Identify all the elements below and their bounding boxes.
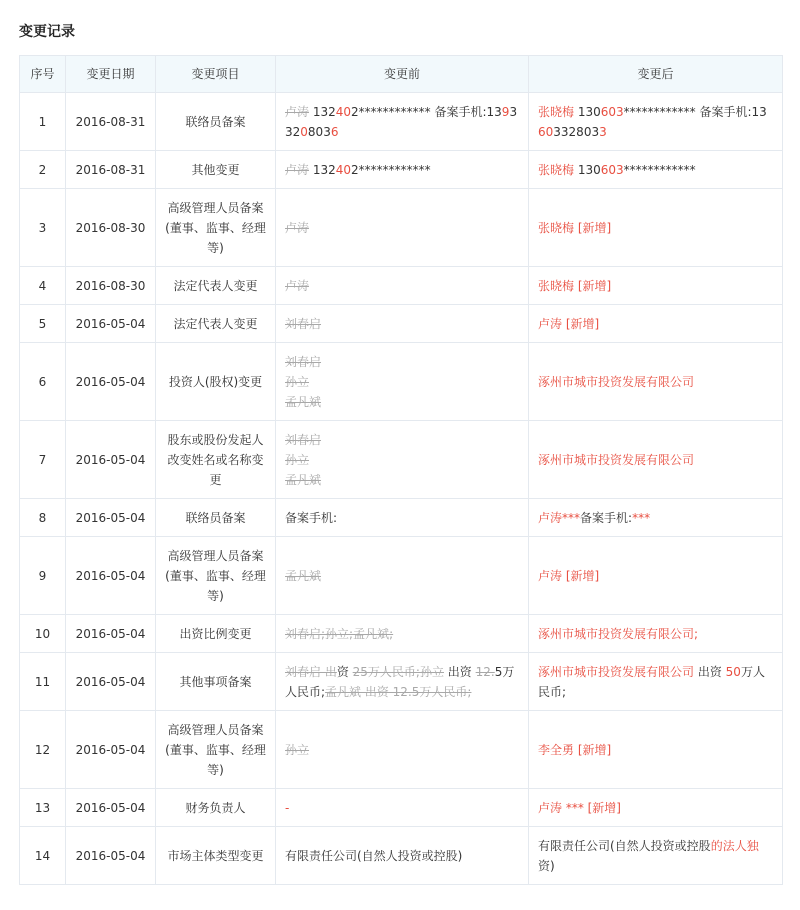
row-date: 2016-05-04 bbox=[66, 499, 156, 537]
row-before bbox=[276, 499, 529, 537]
before-segment: 卢涛 bbox=[285, 278, 310, 293]
row-item: 法定代表人变更 bbox=[156, 305, 276, 343]
row-item: 其他变更 bbox=[156, 151, 276, 189]
row-index: 10 bbox=[20, 615, 66, 653]
after-segment: 3 bbox=[599, 124, 607, 139]
after-segment: ) bbox=[550, 858, 555, 873]
row-after bbox=[529, 653, 783, 711]
before-segment: 132 bbox=[309, 104, 336, 119]
row-before bbox=[276, 711, 529, 789]
row-item: 财务负责人 bbox=[156, 789, 276, 827]
row-date: 2016-08-30 bbox=[66, 189, 156, 267]
after-segment: 603 bbox=[600, 162, 624, 177]
after-segment: 资 bbox=[538, 858, 551, 873]
row-date: 2016-05-04 bbox=[66, 615, 156, 653]
before-segment: 资 bbox=[336, 664, 353, 679]
before-segment: 有限责任公司(自然人投资或控股) bbox=[285, 848, 463, 863]
after-segment: 张晓梅 bbox=[538, 104, 575, 119]
table-row bbox=[20, 499, 783, 537]
before-segment: 孟凡斌 出资 12.5万人民币; bbox=[325, 684, 472, 699]
before-segment: 卢涛 bbox=[285, 162, 310, 177]
row-after bbox=[529, 499, 783, 537]
row-after bbox=[529, 615, 783, 653]
row-item: 出资比例变更 bbox=[156, 615, 276, 653]
row-before bbox=[276, 537, 529, 615]
row-index: 7 bbox=[20, 421, 66, 499]
after-segment: 332803 bbox=[553, 124, 600, 139]
table-row bbox=[20, 789, 783, 827]
before-segment: 孟凡斌 bbox=[285, 568, 322, 583]
row-item: 其他事项备案 bbox=[156, 653, 276, 711]
row-index: 6 bbox=[20, 343, 66, 421]
change-records-table bbox=[19, 55, 783, 885]
before-segment: 刘春启;孙立;孟凡斌; bbox=[285, 626, 394, 641]
before-segment: 132 bbox=[309, 162, 336, 177]
row-date: 2016-05-04 bbox=[66, 653, 156, 711]
row-index: 13 bbox=[20, 789, 66, 827]
before-segment: 332 bbox=[285, 104, 518, 139]
row-before bbox=[276, 189, 529, 267]
row-before bbox=[276, 343, 529, 421]
table-row bbox=[20, 711, 783, 789]
row-item: 法定代表人变更 bbox=[156, 267, 276, 305]
col-header-date: 变更日期 bbox=[66, 56, 156, 93]
row-date: 2016-05-04 bbox=[66, 537, 156, 615]
before-segment: 2 bbox=[351, 162, 359, 177]
row-after bbox=[529, 421, 783, 499]
after-segment: 张晓梅 bbox=[538, 162, 575, 177]
before-segment: 孙立 bbox=[285, 742, 310, 757]
row-date: 2016-05-04 bbox=[66, 421, 156, 499]
table-row bbox=[20, 421, 783, 499]
after-segment: ************ bbox=[623, 162, 696, 177]
before-segment: 卢涛 bbox=[285, 220, 310, 235]
row-before bbox=[276, 267, 529, 305]
row-index: 1 bbox=[20, 93, 66, 151]
before-segment: 0 bbox=[300, 124, 308, 139]
table-row bbox=[20, 343, 783, 421]
row-date: 2016-05-04 bbox=[66, 305, 156, 343]
row-index: 5 bbox=[20, 305, 66, 343]
before-segment: 12. bbox=[475, 664, 495, 679]
after-segment: 130 bbox=[574, 162, 601, 177]
row-after bbox=[529, 189, 783, 267]
after-segment: 备案手机: bbox=[580, 510, 633, 525]
row-index: 11 bbox=[20, 653, 66, 711]
before-segment: 孙立 bbox=[285, 452, 310, 467]
row-index: 3 bbox=[20, 189, 66, 267]
table-row bbox=[20, 537, 783, 615]
before-segment: 2 bbox=[351, 104, 359, 119]
row-index: 4 bbox=[20, 267, 66, 305]
before-segment: ************ bbox=[358, 162, 431, 177]
table-row bbox=[20, 653, 783, 711]
row-after bbox=[529, 305, 783, 343]
row-before bbox=[276, 615, 529, 653]
row-item: 联络员备案 bbox=[156, 499, 276, 537]
after-segment: 卢涛 [新增] bbox=[538, 316, 600, 331]
col-header-item: 变更项目 bbox=[156, 56, 276, 93]
after-segment: 张晓梅 [新增] bbox=[538, 278, 612, 293]
after-segment: 有限责任公司(自然人投资或控股 bbox=[538, 838, 711, 853]
row-before bbox=[276, 305, 529, 343]
row-date: 2016-05-04 bbox=[66, 789, 156, 827]
table-row bbox=[20, 189, 783, 267]
row-after bbox=[529, 93, 783, 151]
col-header-index: 序号 bbox=[20, 56, 66, 93]
row-index: 9 bbox=[20, 537, 66, 615]
col-header-after: 变更后 bbox=[529, 56, 783, 93]
after-segment: 卢涛 [新增] bbox=[538, 568, 600, 583]
row-item: 市场主体类型变更 bbox=[156, 827, 276, 885]
row-index: 14 bbox=[20, 827, 66, 885]
after-segment: 万人民币; bbox=[538, 664, 765, 699]
before-segment: 孟凡斌 bbox=[285, 394, 322, 409]
after-segment: *** bbox=[632, 510, 651, 525]
row-before bbox=[276, 789, 529, 827]
row-date: 2016-08-31 bbox=[66, 151, 156, 189]
before-segment: 刘春启 出 bbox=[285, 664, 337, 679]
row-index: 12 bbox=[20, 711, 66, 789]
before-segment: 刘春启 bbox=[285, 354, 322, 369]
row-index: 8 bbox=[20, 499, 66, 537]
row-item: 股东或股份发起人改变姓名或名称变更 bbox=[156, 421, 276, 499]
row-date: 2016-05-04 bbox=[66, 343, 156, 421]
col-header-before: 变更前 bbox=[276, 56, 529, 93]
before-segment: 9 bbox=[501, 104, 510, 119]
after-segment: 涿州市城市投资发展有限公司 bbox=[538, 452, 695, 467]
row-item: 高级管理人员备案(董事、监事、经理等) bbox=[156, 711, 276, 789]
before-segment: 40 bbox=[335, 162, 352, 177]
before-segment: 孙立 bbox=[285, 374, 310, 389]
row-item: 高级管理人员备案(董事、监事、经理等) bbox=[156, 189, 276, 267]
before-segment: 25万人民币;孙立 bbox=[352, 664, 444, 679]
row-after bbox=[529, 537, 783, 615]
table-row bbox=[20, 827, 783, 885]
before-segment: - bbox=[285, 800, 290, 815]
after-segment: 卢涛*** bbox=[538, 510, 581, 525]
row-item: 高级管理人员备案(董事、监事、经理等) bbox=[156, 537, 276, 615]
row-after bbox=[529, 711, 783, 789]
after-segment: ************ 备案手机:13 bbox=[623, 104, 767, 119]
table-row bbox=[20, 305, 783, 343]
after-segment: 60 bbox=[538, 124, 554, 139]
row-before bbox=[276, 421, 529, 499]
before-segment: 卢涛 bbox=[285, 104, 310, 119]
row-item: 投资人(股权)变更 bbox=[156, 343, 276, 421]
after-segment: 130 bbox=[574, 104, 601, 119]
before-segment: 刘春启 bbox=[285, 316, 322, 331]
after-segment: 涿州市城市投资发展有限公司; bbox=[538, 626, 699, 641]
before-segment: 803 bbox=[307, 124, 331, 139]
row-date: 2016-05-04 bbox=[66, 827, 156, 885]
after-segment: 出资 bbox=[694, 664, 726, 679]
before-segment: 40 bbox=[335, 104, 352, 119]
row-date: 2016-05-04 bbox=[66, 711, 156, 789]
table-header-row bbox=[20, 56, 783, 93]
row-after bbox=[529, 827, 783, 885]
row-date: 2016-08-30 bbox=[66, 267, 156, 305]
row-date: 2016-08-31 bbox=[66, 93, 156, 151]
row-before bbox=[276, 653, 529, 711]
row-after bbox=[529, 267, 783, 305]
table-row bbox=[20, 93, 783, 151]
table-row bbox=[20, 151, 783, 189]
after-segment: 涿州市城市投资发展有限公司 bbox=[538, 374, 695, 389]
after-segment: 涿州市城市投资发展有限公司 bbox=[538, 664, 695, 679]
after-segment: 卢涛 *** [新增] bbox=[538, 800, 621, 815]
before-segment: 5万人民币; bbox=[285, 664, 515, 699]
before-segment: ************ 备案手机:13 bbox=[358, 104, 502, 119]
table-row bbox=[20, 615, 783, 653]
after-segment: 50 bbox=[725, 664, 741, 679]
table-body bbox=[20, 93, 783, 885]
row-index: 2 bbox=[20, 151, 66, 189]
after-segment: 李全勇 [新增] bbox=[538, 742, 612, 757]
before-segment: 6 bbox=[330, 124, 339, 139]
row-after bbox=[529, 343, 783, 421]
row-after bbox=[529, 789, 783, 827]
before-segment: 出资 bbox=[443, 664, 476, 679]
row-before bbox=[276, 93, 529, 151]
section-title: 变更记录 bbox=[19, 24, 75, 40]
before-segment: 孟凡斌 bbox=[285, 472, 322, 487]
after-segment: 603 bbox=[600, 104, 624, 119]
table-row bbox=[20, 267, 783, 305]
row-item: 联络员备案 bbox=[156, 93, 276, 151]
row-before bbox=[276, 827, 529, 885]
row-before bbox=[276, 151, 529, 189]
after-segment: 的法人独 bbox=[710, 838, 759, 853]
before-segment: 刘春启 bbox=[285, 432, 322, 447]
row-after bbox=[529, 151, 783, 189]
before-segment: 备案手机: bbox=[285, 510, 338, 525]
after-segment: 张晓梅 [新增] bbox=[538, 220, 612, 235]
